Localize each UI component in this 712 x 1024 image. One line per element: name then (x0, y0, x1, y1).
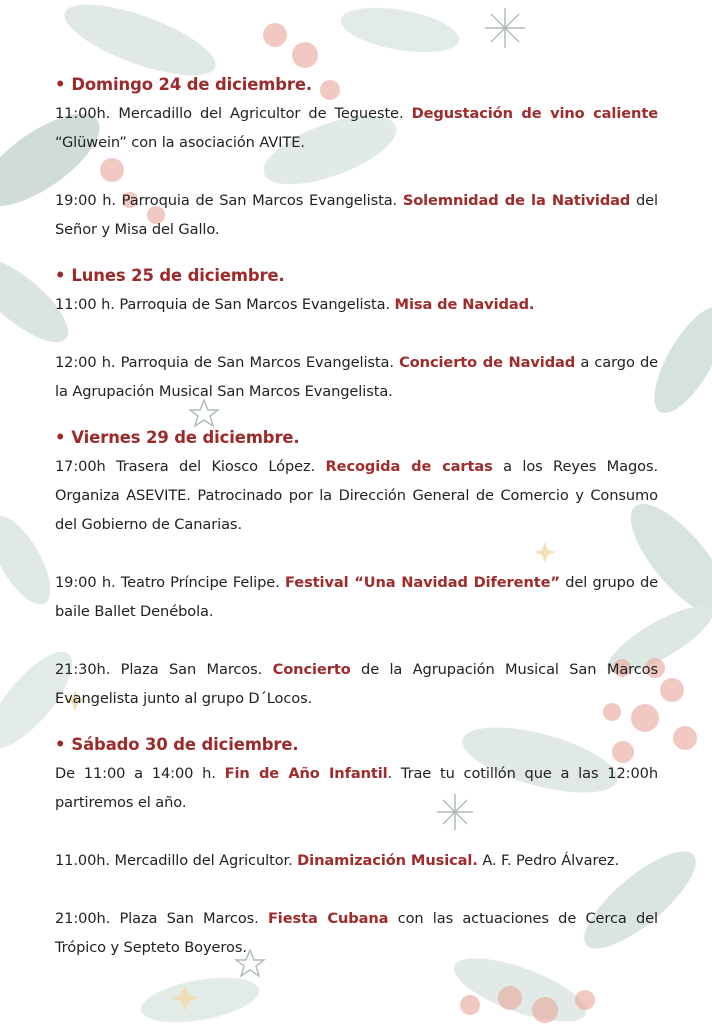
event-highlight: Fin de Año Infantil (224, 765, 388, 782)
event-highlight: Festival “Una Navidad Diferente” (285, 574, 560, 591)
event-entry (55, 846, 658, 875)
section-spacer (55, 244, 658, 261)
event-highlight: Fiesta Cubana (267, 910, 389, 927)
event-entry (55, 568, 658, 626)
bullet-icon: • (55, 428, 66, 447)
event-text: 11:00 h. Parroquia de San Marcos Evangelista. (55, 296, 395, 313)
event-text: con las actuaciones de Cerca del Trópico y Septeto Boyeros. (55, 910, 658, 956)
event-entry (55, 452, 658, 539)
event-entry (55, 290, 658, 319)
snowflake-icon (485, 8, 525, 48)
event-highlight: Misa de Navidad. (394, 296, 535, 313)
event-text: 17:00h Trasera del Kiosco López. (55, 458, 326, 475)
berry-decoration (575, 990, 595, 1010)
day-title: Sábado 30 de diciembre. (71, 735, 299, 754)
event-highlight: Recogida de cartas (325, 458, 493, 475)
event-highlight: Concierto (272, 661, 351, 678)
day-title: Domingo 24 de diciembre. (71, 75, 313, 94)
event-entry (55, 99, 658, 157)
berry-decoration (263, 23, 287, 47)
event-text: del Señor y Misa del Gallo. (55, 192, 658, 238)
day-title: Lunes 25 de diciembre. (71, 266, 285, 285)
event-entry (55, 348, 658, 406)
bullet-icon: • (55, 266, 66, 285)
berry-decoration (532, 997, 558, 1023)
event-text: . Trae tu cotillón que a las 12:00h partiremos el año. (55, 765, 658, 811)
event-entry (55, 759, 658, 817)
event-text: A. F. Pedro Álvarez. (477, 852, 619, 869)
berry-decoration (292, 42, 318, 68)
berry-decoration (660, 678, 684, 702)
event-entry (55, 904, 658, 962)
event-text: del grupo de baile Ballet Denébola. (55, 574, 659, 620)
event-text: De 11:00 a 14:00 h. (55, 765, 225, 782)
event-text: a cargo de la Agrupación Musical San Marcos Evangelista. (55, 354, 659, 400)
event-text: 11:00h. Mercadillo del Agricultor de Tegueste. (55, 105, 412, 122)
leaf-decoration (137, 970, 262, 1024)
event-text: a los Reyes Magos. Organiza ASEVITE. Patrocinado por la Dirección General de Comercio y Consumo del Gobierno de Canarias. (55, 458, 659, 533)
event-text: 19:00 h. Teatro Príncipe Felipe. (55, 574, 285, 591)
event-highlight: Solemnidad de la Natividad (402, 192, 631, 209)
bullet-icon: • (55, 75, 66, 94)
event-entry (55, 655, 658, 713)
day-heading (55, 70, 658, 99)
day-title: Viernes 29 de diciembre. (71, 428, 300, 447)
leaf-decoration (0, 507, 62, 614)
event-highlight: Degustación de vino caliente (411, 105, 658, 122)
event-text: 21:00h. Plaza San Marcos. (55, 910, 268, 927)
event-entry (55, 186, 658, 244)
event-text: “Glüwein” con la asociación AVITE. (55, 134, 305, 151)
berry-decoration (460, 995, 480, 1015)
event-spacer (55, 157, 658, 186)
event-spacer (55, 817, 658, 846)
leaf-decoration (337, 0, 462, 60)
event-text: 19:00 h. Parroquia de San Marcos Evangelista. (55, 192, 403, 209)
event-text: de la Agrupación Musical San Marcos Evangelista junto al grupo D´Locos. (55, 661, 658, 707)
event-text: 21:30h. Plaza San Marcos. (55, 661, 273, 678)
event-spacer (55, 875, 658, 904)
section-spacer (55, 406, 658, 423)
day-heading (55, 261, 658, 290)
event-spacer (55, 319, 658, 348)
bullet-icon: • (55, 735, 66, 754)
berry-decoration (498, 986, 522, 1010)
event-text: 11.00h. Mercadillo del Agricultor. (55, 852, 298, 869)
day-heading (55, 423, 658, 452)
event-highlight: Dinamización Musical. (297, 852, 478, 869)
event-program (55, 70, 658, 962)
day-heading (55, 730, 658, 759)
event-text: 12:00 h. Parroquia de San Marcos Evangelista. (55, 354, 400, 371)
event-spacer (55, 626, 658, 655)
event-highlight: Concierto de Navidad (399, 354, 576, 371)
section-spacer (55, 713, 658, 730)
berry-decoration (673, 726, 697, 750)
event-spacer (55, 539, 658, 568)
